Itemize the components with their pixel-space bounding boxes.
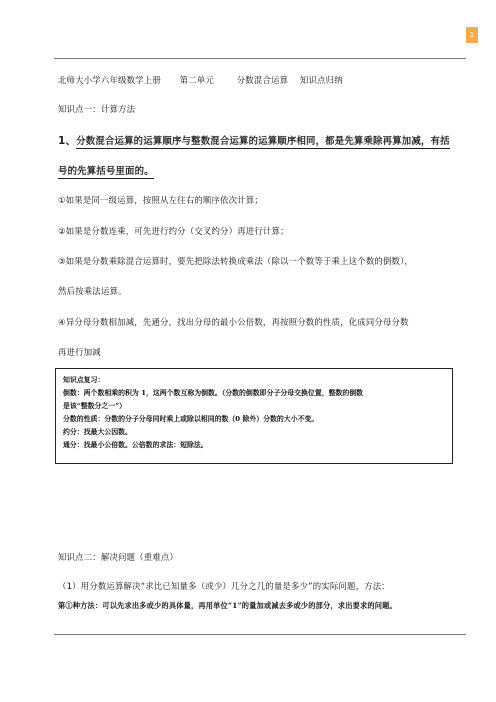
review-reduce: 约分：找最大公因数。 bbox=[63, 428, 132, 436]
section1-heading-number: 1、 bbox=[58, 135, 77, 147]
section1-heading-line1 bbox=[58, 133, 450, 148]
section1-heading-line2 bbox=[58, 163, 154, 177]
review-reciprocal-line2: 是该“整数分之一”） bbox=[63, 402, 127, 410]
review-fraction-property: 分数的性质：分数的分子分母同时乘上或除以相同的数（0 除外）分数的大小不变。 bbox=[63, 415, 319, 423]
review-title: 知识点复习： bbox=[63, 376, 105, 384]
section1-title: 知识点一：计算方法 bbox=[58, 104, 136, 114]
review-common-denominator: 通分：找最小公倍数。公倍数的求法：短除法。 bbox=[63, 441, 208, 449]
header-topic: 分数混合运算 bbox=[236, 75, 289, 85]
section1-item2: ②如果是分数连乘，可先进行约分（交叉约分）再进行计算； bbox=[58, 226, 289, 236]
section1-heading-line2-text: 号的先算括号里面的。 bbox=[58, 166, 154, 177]
header-unit: 第二单元 bbox=[179, 75, 214, 85]
section1-heading-text: 分数混合运算的运算顺序与整数混合运算的运算顺序相同，都是先算乘除再算加减，有括 bbox=[76, 136, 450, 147]
header-rule bbox=[54, 58, 466, 59]
section1-item1: ①如果是同一级运算，按照从左往右的顺序依次计算； bbox=[58, 195, 263, 205]
section1-item4-line2: 再进行加减 bbox=[58, 347, 101, 357]
header-summary: 知识点归纳 bbox=[299, 75, 343, 85]
section1-item3-line1: ③如果是分数乘除混合运算时，要先把除法转换成乘法（除以一个数等于乘上这个数的倒数）， bbox=[58, 256, 414, 266]
review-box bbox=[55, 368, 453, 464]
header-grade-title: 北师大小学六年级数学上册 bbox=[58, 75, 161, 85]
section2-title: 知识点二：解决问题（重难点） bbox=[58, 552, 179, 562]
section1-item3-line2: 然后按乘法运算。 bbox=[58, 286, 127, 296]
review-reciprocal-line1: 倒数：两个数相乘的积为 1，这两个数互称为倒数。（分数的倒数即分子分母交换位置，整数的倒数 bbox=[63, 389, 364, 397]
document-header bbox=[58, 74, 343, 86]
section2-item1: （1）用分数运算解决“求比已知量多（或少）几分之几的量是多少”的实际问题，方法： bbox=[58, 581, 390, 591]
section1-item4-line1: ④异分母分数相加减，先通分，找出分母的最小公倍数，再按照分数的性质，化成同分母分数 bbox=[58, 317, 409, 327]
section2-method1: 第①种方法：可以先求出多或少的具体量，再用单位“1”的量加或减去多或少的部分，求出要求的问题。 bbox=[58, 601, 397, 610]
footer-rule bbox=[54, 634, 466, 635]
page-number-badge: 1 bbox=[466, 27, 478, 43]
